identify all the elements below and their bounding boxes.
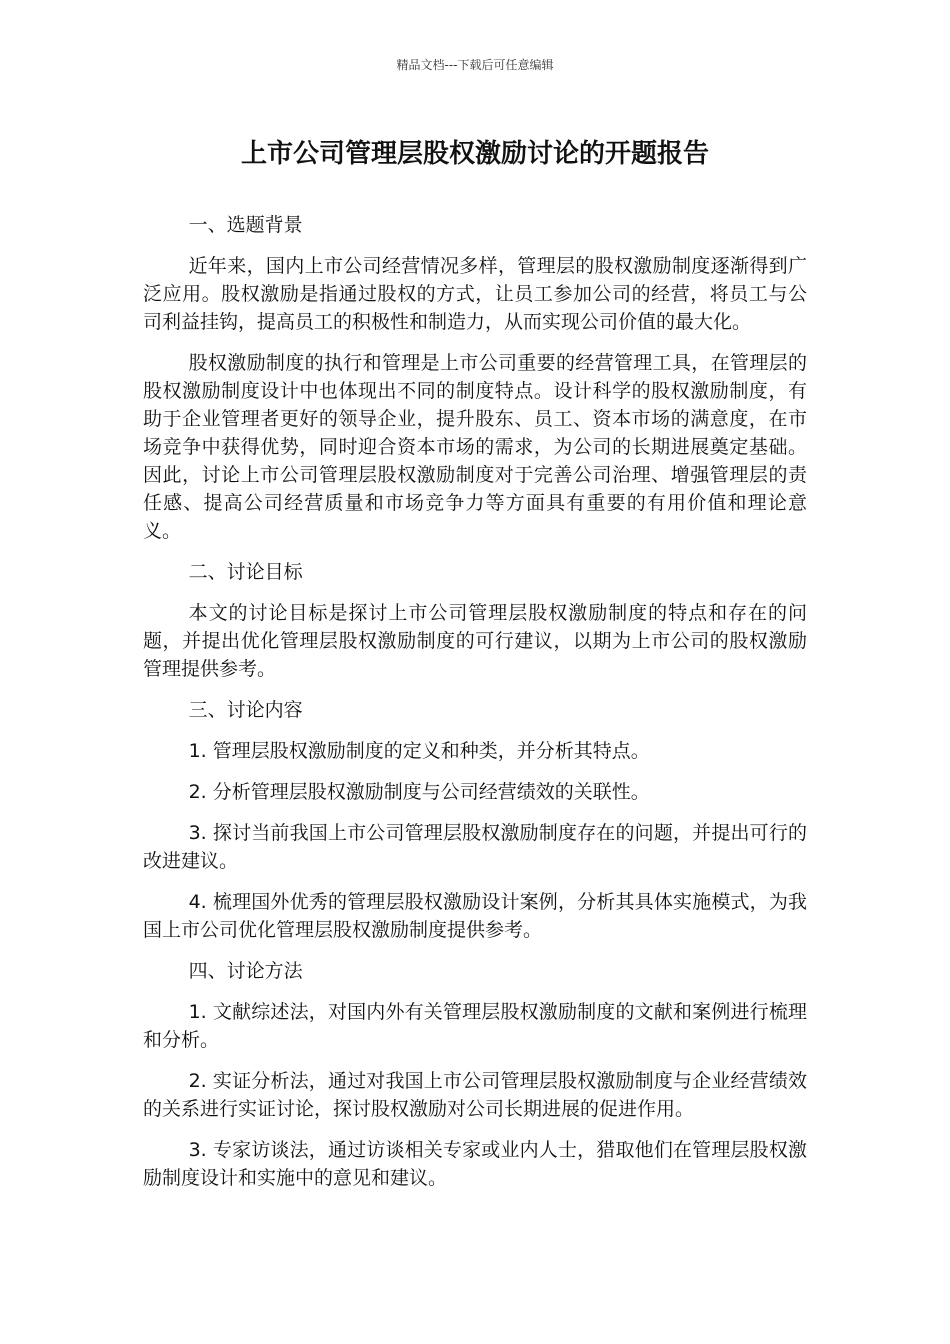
- paragraph-background-1: 近年来，国内上市公司经营情况多样，管理层的股权激励制度逐渐得到广泛应用。股权激励是指通过股权的方式，让员工参加公司的经营，将员工与公司利益挂钩，提高员工的积极性和制造力，从而实现公司价值的最大化。: [143, 255, 807, 333]
- method-item-3: 3. 专家访谈法，通过访谈相关专家或业内人士，猎取他们在管理层股权激励制度设计和实施中的意见和建议。: [143, 1139, 807, 1189]
- method-item-1: 1. 文献综述法，对国内外有关管理层股权激励制度的文献和案例进行梳理和分析。: [143, 1001, 807, 1051]
- content-item-4: 4. 梳理国外优秀的管理层股权激励设计案例，分析其具体实施模式，为我国上市公司优化管理层股权激励制度提供参考。: [143, 891, 807, 941]
- page-header: 精品文档---下载后可任意编辑: [396, 58, 554, 72]
- section-heading-goals: 二、讨论目标: [188, 561, 303, 583]
- section-heading-content: 三、讨论内容: [188, 699, 303, 721]
- document-title: 上市公司管理层股权激励讨论的开题报告: [240, 139, 709, 169]
- section-heading-background: 一、选题背景: [188, 214, 303, 236]
- content-item-2: 2. 分析管理层股权激励制度与公司经营绩效的关联性。: [188, 781, 650, 803]
- document-body: [143, 211, 807, 1205]
- section-heading-methods: 四、讨论方法: [188, 960, 303, 982]
- paragraph-background-2: 股权激励制度的执行和管理是上市公司重要的经营管理工具，在管理层的股权激励制度设计中也体现出不同的制度特点。设计科学的股权激励制度，有助于企业管理者更好的领导企业，提升股东、员工、资本市场的满意度，在市场竞争中获得优势，同时迎合资本市场的需求，为公司的长期进展奠定基础。因此，讨论上市公司管理层股权激励制度对于完善公司治理、增强管理层的责任感、提高公司经营质量和市场竞争力等方面具有重要的有用价值和理论意义。: [143, 352, 807, 542]
- content-item-1: 1. 管理层股权激励制度的定义和种类，并分析其特点。: [188, 740, 650, 762]
- method-item-2: 2. 实证分析法，通过对我国上市公司管理层股权激励制度与企业经营绩效的关系进行实证讨论，探讨股权激励对公司长期进展的促进作用。: [143, 1070, 807, 1120]
- paragraph-goals: 本文的讨论目标是探讨上市公司管理层股权激励制度的特点和存在的问题，并提出优化管理层股权激励制度的可行建议，以期为上市公司的股权激励管理提供参考。: [143, 602, 807, 680]
- content-item-3: 3. 探讨当前我国上市公司管理层股权激励制度存在的问题，并提出可行的改进建议。: [143, 822, 807, 872]
